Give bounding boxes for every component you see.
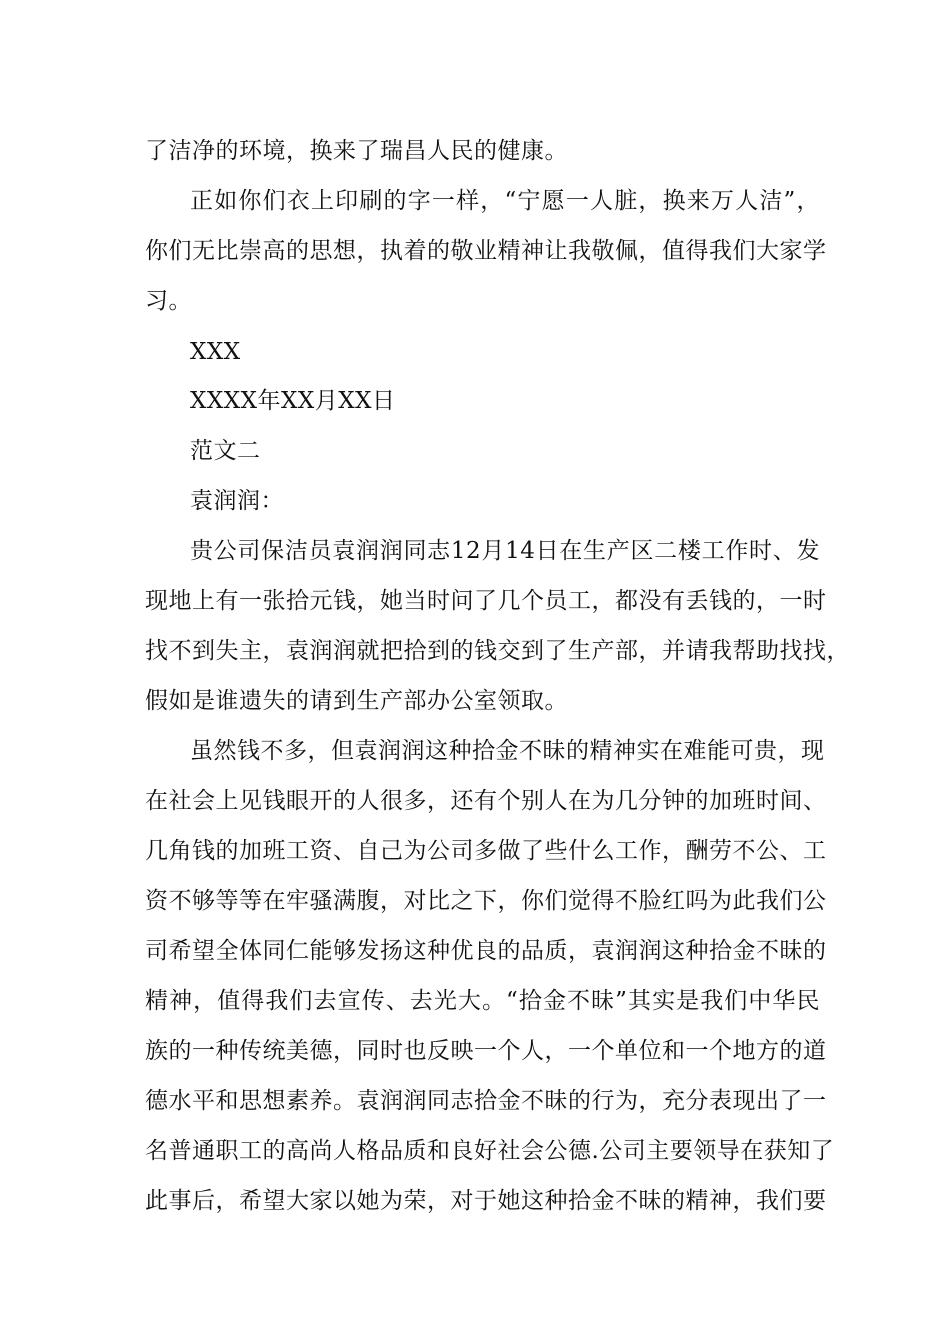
text-line: 资不够等等在牢骚满腹，对比之下，你们觉得不脸红吗为此我们公 [145, 888, 827, 914]
text-line: 此事后，希望大家以她为荣，对于她这种拾金不昧的精神，我们要 [145, 1188, 827, 1214]
text-line: 名普通职工的高尚人格品质和良好社会公德.公司主要领导在获知了 [145, 1138, 835, 1164]
text-line: 几角钱的加班工资、自己为公司多做了些什么工作，酬劳不公、工 [145, 838, 827, 864]
text-line: 找不到失主，袁润润就把拾到的钱交到了生产部，并请我帮助找找， [145, 638, 850, 664]
text-line: 现地上有一张拾元钱，她当时问了几个员工，都没有丢钱的，一时 [145, 588, 827, 614]
text-line: 你们无比崇高的思想，执着的敬业精神让我敬佩，值得我们大家学 [145, 238, 827, 264]
signature-name: XXX [190, 339, 241, 365]
text-line: 了洁净的环境，换来了瑞昌人民的健康。 [145, 138, 568, 164]
salutation: 袁润润： [190, 488, 284, 514]
text-line: 德水平和思想素养。袁润润同志拾金不昧的行为，充分表现出了一 [145, 1088, 827, 1114]
section-heading: 范文二 [190, 438, 261, 464]
text-line: 族的一种传统美德，同时也反映一个人，一个单位和一个地方的道 [145, 1038, 827, 1064]
text-line: 在社会上见钱眼开的人很多，还有个别人在为几分钟的加班时间、 [145, 788, 827, 814]
text-line: 假如是谁遗失的请到生产部办公室领取。 [145, 688, 568, 714]
text-line: 正如你们衣上印刷的字一样，“宁愿一人脏，换来万人洁”， [190, 188, 820, 214]
text-line: 虽然钱不多，但袁润润这种拾金不昧的精神实在难能可贵，现 [190, 738, 825, 764]
text-line: 习。 [145, 288, 192, 314]
text-line: 司希望全体同仁能够发扬这种优良的品质，袁润润这种拾金不昧的 [145, 938, 827, 964]
signature-date: XXXX年XX月XX日 [190, 388, 396, 414]
text-line: 精神，值得我们去宣传、去光大。“拾金不昧”其实是我们中华民 [145, 988, 820, 1014]
text-line: 贵公司保洁员袁润润同志12月14日在生产区二楼工作时、发 [190, 538, 820, 564]
